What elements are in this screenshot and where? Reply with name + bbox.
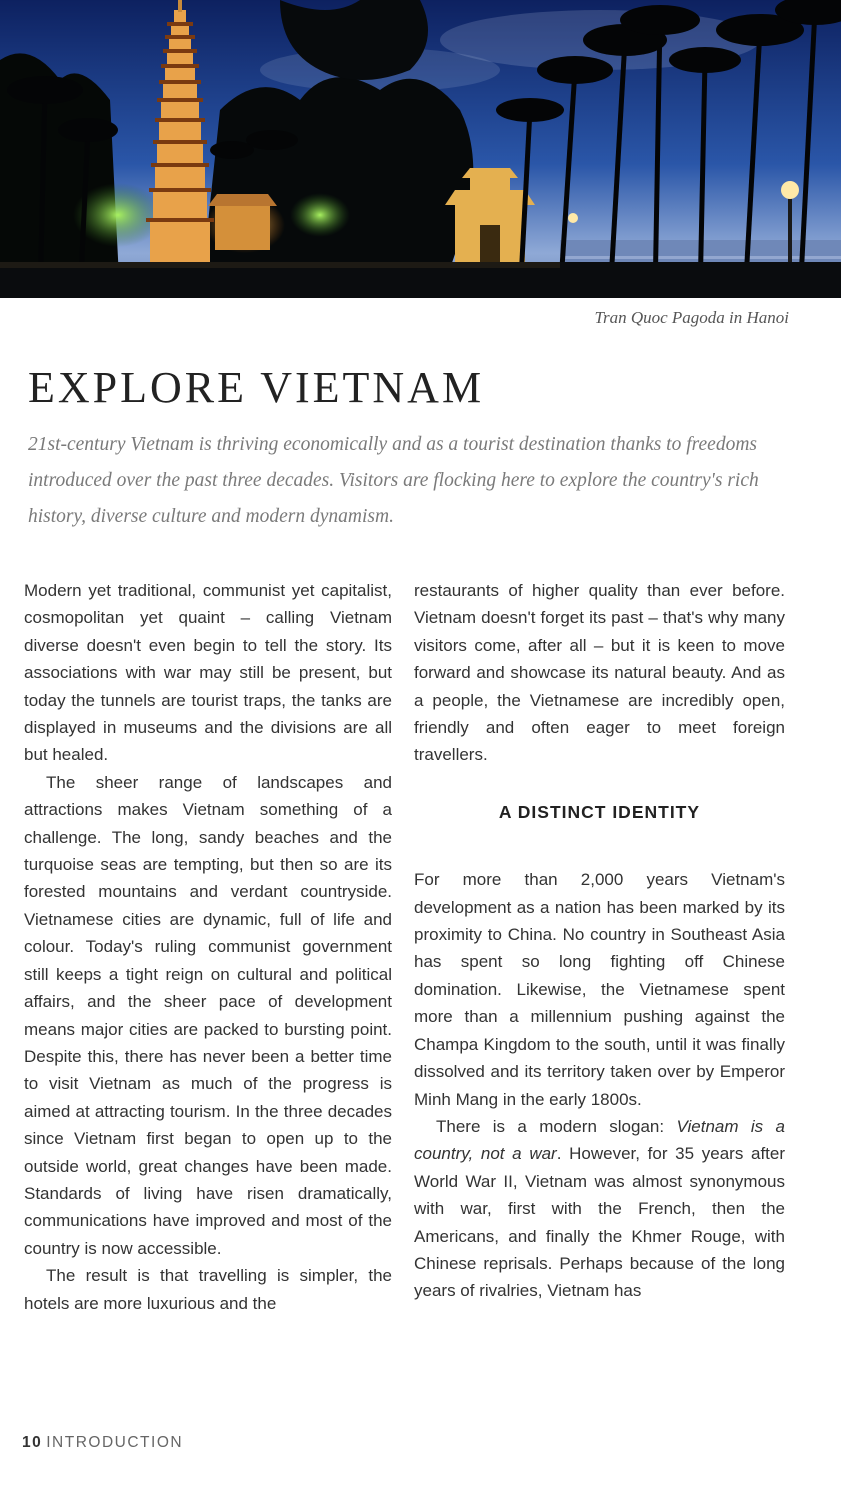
pagoda-night-scene-image bbox=[0, 0, 841, 298]
left-column bbox=[24, 577, 392, 1317]
body-paragraph: restaurants of higher quality than ever before. Vietnam doesn't forget its past – that's why many visitors come, after all – but it is keen to move forward and showcase its natural beauty. And as a people, the Vietnamese are incredibly open, friendly and often eager to meet foreign travellers. bbox=[414, 581, 785, 765]
slogan-rest-text: . However, for 35 years after World War II, Vietnam was almost synonymous with war, first with the French, then the Americans, and finally the Khmer Rouge, with Chinese reprisals. Perhaps because of the long years of rivalries, Vietnam has bbox=[414, 1144, 786, 1301]
page-title: EXPLORE VIETNAM bbox=[28, 363, 485, 412]
section-subheading: A DISTINCT IDENTITY bbox=[498, 801, 701, 822]
body-paragraph: For more than 2,000 years Vietnam's development as a nation has been marked by its proximity to China. No country in Southeast Asia has spent so long fighting off Chinese domination. Likewise, the Vietnamese spent more than a millennium pushing against the Champa Kingdom to the south, until it was finally dissolved and its territory taken over by Emperor Minh Mang in the early 1800s. bbox=[414, 870, 785, 1109]
slogan-text: Vietnam is a country, not a war bbox=[414, 1116, 786, 1164]
body-paragraph bbox=[414, 1113, 785, 1305]
hero-photo bbox=[0, 0, 841, 298]
body-paragraph: The sheer range of landscapes and attractions makes Vietnam something of a challenge. The long, sandy beaches and the turquoise seas are tempting, but then so are its forested mountains and verdant countryside. Vietnamese cities are dynamic, full of life and colour. Today's ruling communist government still keeps a tight reign on cultural and political affairs, and the sheer pace of development means major cities are packed to bursting point. Despite this, there has never been a better time to visit Vietnam as much of the progress is aimed at attracting tourism. In the three decades since Vietnam first began to open up to the outside world, great changes have been made. Standards of living have risen dramatically, communications have improved and most of the country is now accessible. bbox=[24, 772, 392, 1258]
body-paragraph: The result is that travelling is simpler, the hotels are more luxurious and the bbox=[24, 1266, 392, 1313]
photo-caption: Tran Quoc Pagoda in Hanoi bbox=[594, 308, 789, 327]
intro-standfirst: 21st-century Vietnam is thriving economically and as a tourist destination thanks to freedoms introduced over the past three decades. Visitors are flocking here to explore the country's rich history, diverse culture and modern dynamism. bbox=[28, 434, 759, 527]
body-paragraph: Modern yet traditional, communist yet capitalist, cosmopolitan yet quaint – calling Vietnam diverse doesn't even begin to tell the story. Its associations with war may still be present, but today the tunnels are tourist traps, the tanks are displayed in museums and the divisions are all but healed. bbox=[24, 581, 392, 765]
slogan-lead-text: There is a modern slogan: bbox=[436, 1116, 677, 1136]
page-footer bbox=[22, 1434, 183, 1452]
right-column bbox=[414, 577, 785, 1305]
page-number: 10 bbox=[22, 1434, 43, 1451]
section-name: INTRODUCTION bbox=[46, 1434, 184, 1451]
